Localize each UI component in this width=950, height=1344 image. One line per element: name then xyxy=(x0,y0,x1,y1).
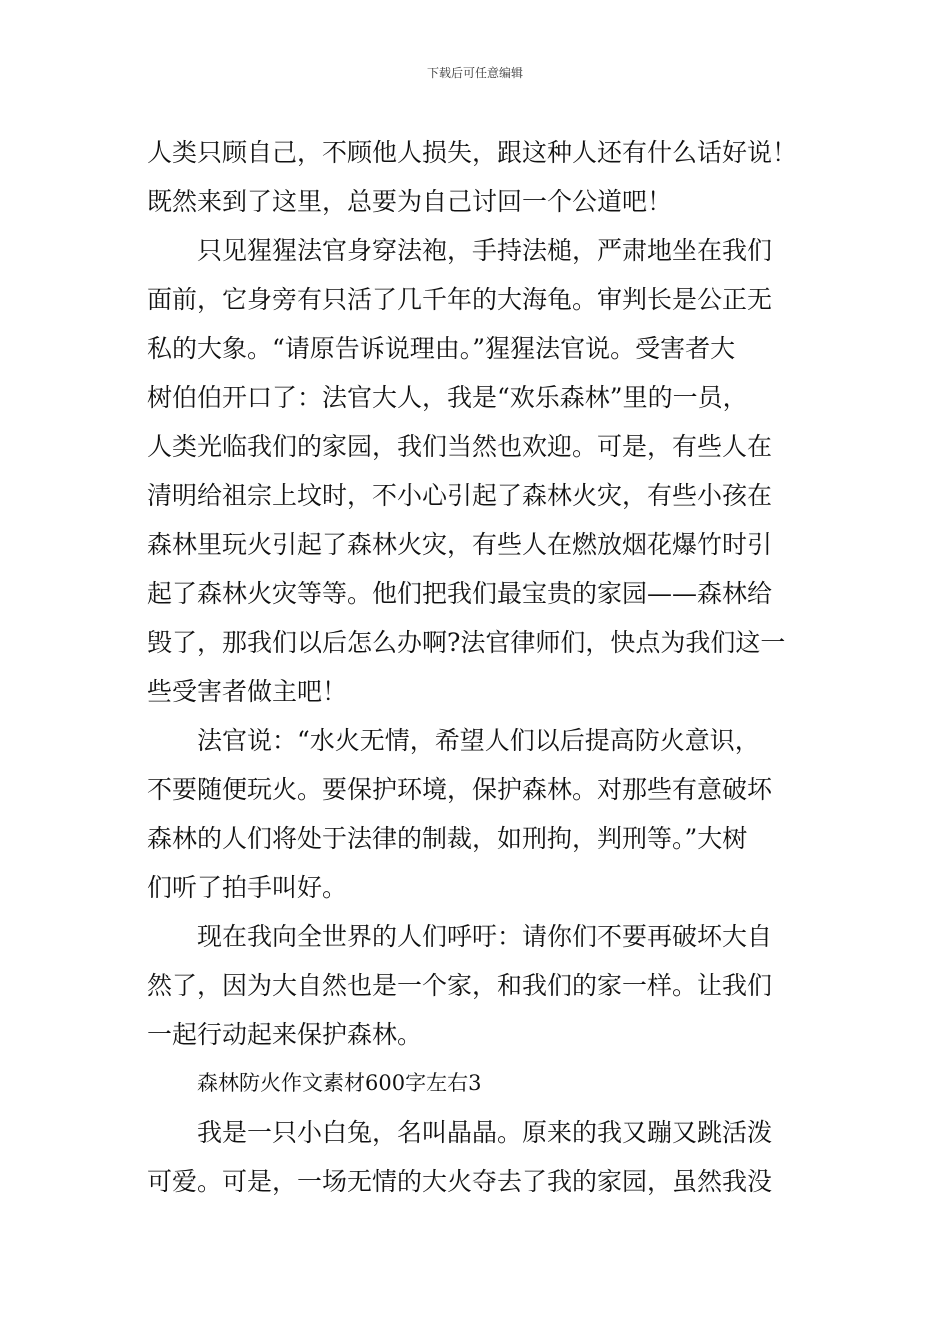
text-line: 面前，它身旁有只活了几千年的大海龟。审判长是公正无 xyxy=(147,285,773,314)
paragraph-start-line: 法官说：“水火无情，希望人们以后提高防火意识， xyxy=(197,726,760,755)
text-line: 森林的人们将处于法律的制裁，如刑拘，判刑等。”大树 xyxy=(147,824,748,853)
text-line: 可爱。可是，一场无情的大火夺去了我的家园，虽然我没 xyxy=(147,1167,773,1196)
paragraph-start-line: 我是一只小白兔，名叫晶晶。原来的我又蹦又跳活泼 xyxy=(197,1118,773,1147)
text-line: 不要随便玩火。要保护环境，保护森林。对那些有意破坏 xyxy=(147,775,773,804)
text-line: 一起行动起来保护森林。 xyxy=(147,1020,423,1049)
text-line: 们听了拍手叫好。 xyxy=(147,873,348,902)
text-line: 人类光临我们的家园，我们当然也欢迎。可是，有些人在 xyxy=(147,432,773,461)
document-body xyxy=(147,128,807,1206)
page-header: 下载后可任意编辑 xyxy=(426,66,523,80)
text-line: 起了森林火灾等等。他们把我们最宝贵的家园——森林给 xyxy=(147,579,773,608)
section-heading: 森林防火作文素材600字左右3 xyxy=(197,1071,482,1095)
text-line: 森林里玩火引起了森林火灾，有些人在燃放烟花爆竹时引 xyxy=(147,530,773,559)
text-line: 私的大象。“请原告诉说理由。”猩猩法官说。受害者大 xyxy=(147,334,736,363)
paragraph-start-line: 现在我向全世界的人们呼吁：请你们不要再破坏大自 xyxy=(197,922,773,951)
text-line: 既然来到了这里，总要为自己讨回一个公道吧！ xyxy=(147,187,673,216)
text-line: 人类只顾自己，不顾他人损失，跟这种人还有什么话好说！ xyxy=(147,138,798,167)
text-line: 然了，因为大自然也是一个家，和我们的家一样。让我们 xyxy=(147,971,773,1000)
text-line: 些受害者做主吧！ xyxy=(147,677,348,706)
text-line: 毁了，那我们以后怎么办啊?法官律师们，快点为我们这一 xyxy=(147,628,786,657)
text-line: 树伯伯开口了：法官大人，我是“欢乐森林”里的一员， xyxy=(147,383,748,412)
paragraph-start-line: 只见猩猩法官身穿法袍，手持法槌，严肃地坐在我们 xyxy=(197,236,773,265)
text-line: 清明给祖宗上坟时，不小心引起了森林火灾，有些小孩在 xyxy=(147,481,773,510)
